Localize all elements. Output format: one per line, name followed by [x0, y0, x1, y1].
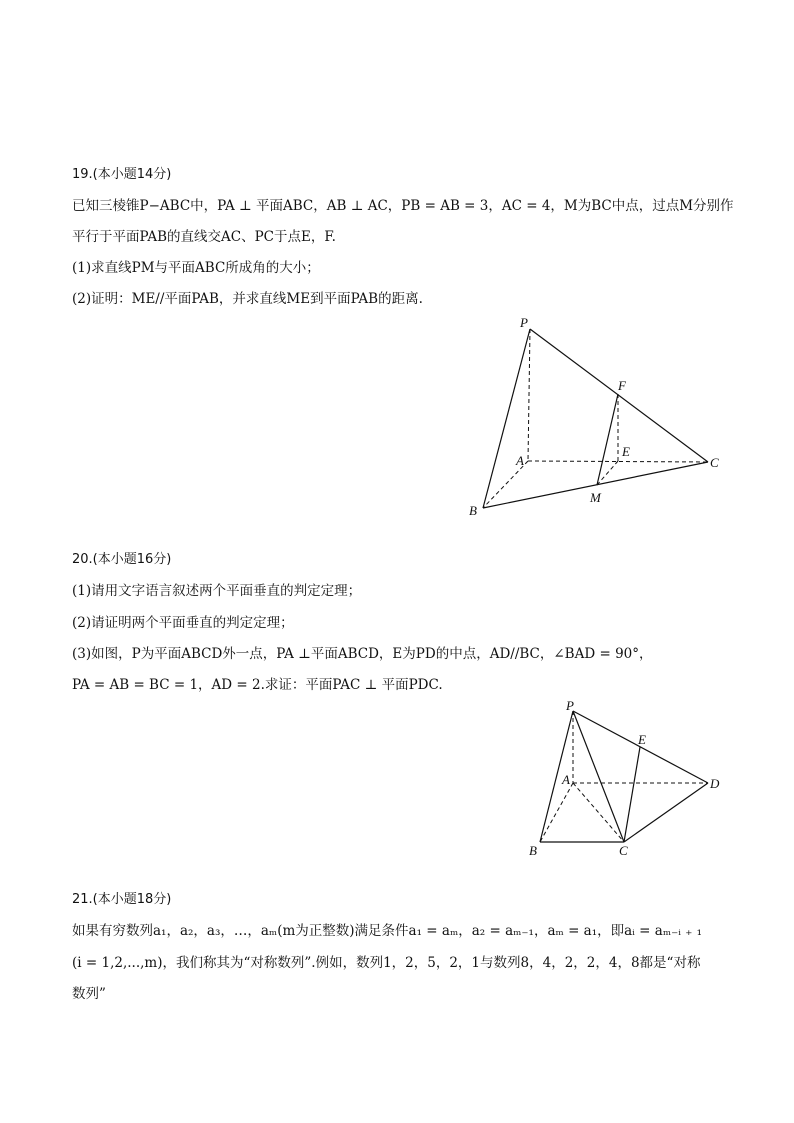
- segment-CE: [624, 747, 640, 842]
- q21-header: 21.(本小题18分): [72, 892, 172, 907]
- vertex-label-C: C: [619, 843, 628, 858]
- q19-line-2: 平行于平面PAB的直线交AC、PC于点E，F.: [72, 229, 336, 245]
- q19-part-2: (2)证明：ME//平面PAB，并求直线ME到平面PAB的距离.: [72, 291, 423, 307]
- edge-PB: [483, 329, 530, 508]
- vertex-label-M: M: [590, 490, 601, 505]
- vertex-label-C: C: [710, 455, 719, 470]
- edge-AC: [573, 783, 624, 842]
- edge-CD: [624, 783, 708, 842]
- vertex-label-E: E: [638, 732, 646, 747]
- edge-PC: [530, 329, 708, 462]
- vertex-label-E: E: [622, 444, 630, 459]
- vertex-label-B: B: [529, 843, 537, 858]
- q20-header: 20.(本小题16分): [72, 552, 172, 567]
- vertex-label-F: F: [618, 378, 626, 393]
- q21-line-3: 数列”: [72, 986, 106, 1002]
- q20-part-1: (1)请用文字语言叙述两个平面垂直的判定定理；: [72, 583, 362, 599]
- q20-part-2: (2)请证明两个平面垂直的判定定理；: [72, 615, 294, 631]
- edge-PD: [573, 711, 708, 783]
- vertex-label-B: B: [469, 503, 477, 518]
- q19-header: 19.(本小题14分): [72, 167, 172, 182]
- q20-pyramid-figure: [520, 696, 730, 864]
- edge-AB: [540, 783, 573, 842]
- vertex-label-A: A: [562, 772, 570, 787]
- edge-PA: [528, 329, 530, 461]
- q19-line-1: 已知三棱锥P−ABC中，PA ⊥ 平面ABC，AB ⊥ AC，PB = AB = 3，AC = 4，M为BC中点，过点M分别作: [72, 198, 734, 214]
- vertex-label-A: A: [516, 453, 524, 468]
- vertex-label-P: P: [566, 698, 574, 713]
- q19-part-1: (1)求直线PM与平面ABC所成角的大小；: [72, 260, 320, 276]
- q20-part-3-cont: PA = AB = BC = 1，AD = 2.求证：平面PAC ⊥ 平面PDC.: [72, 677, 443, 693]
- q19-pyramid-figure: [460, 312, 730, 522]
- vertex-label-D: D: [710, 776, 720, 791]
- edge-PC: [573, 711, 624, 842]
- q21-line-1: 如果有穷数列a₁，a₂，a₃，…，aₘ(m为正整数)满足条件a₁ = aₘ，a₂ = aₘ₋₁，aₘ = a₁，即aᵢ = aₘ₋ᵢ ₊ ₁: [72, 923, 703, 939]
- q21-line-2: (i = 1,2,...,m)，我们称其为“对称数列”.例如，数列1，2，5，2，1与数列8，4，2，2，4，8都是“对称: [72, 955, 701, 971]
- q20-part-3: (3)如图，P为平面ABCD外一点，PA ⊥平面ABCD，E为PD的中点，AD//BC，∠BAD = 90°，: [72, 646, 653, 662]
- vertex-label-P: P: [520, 315, 528, 330]
- segment-FM: [597, 394, 618, 485]
